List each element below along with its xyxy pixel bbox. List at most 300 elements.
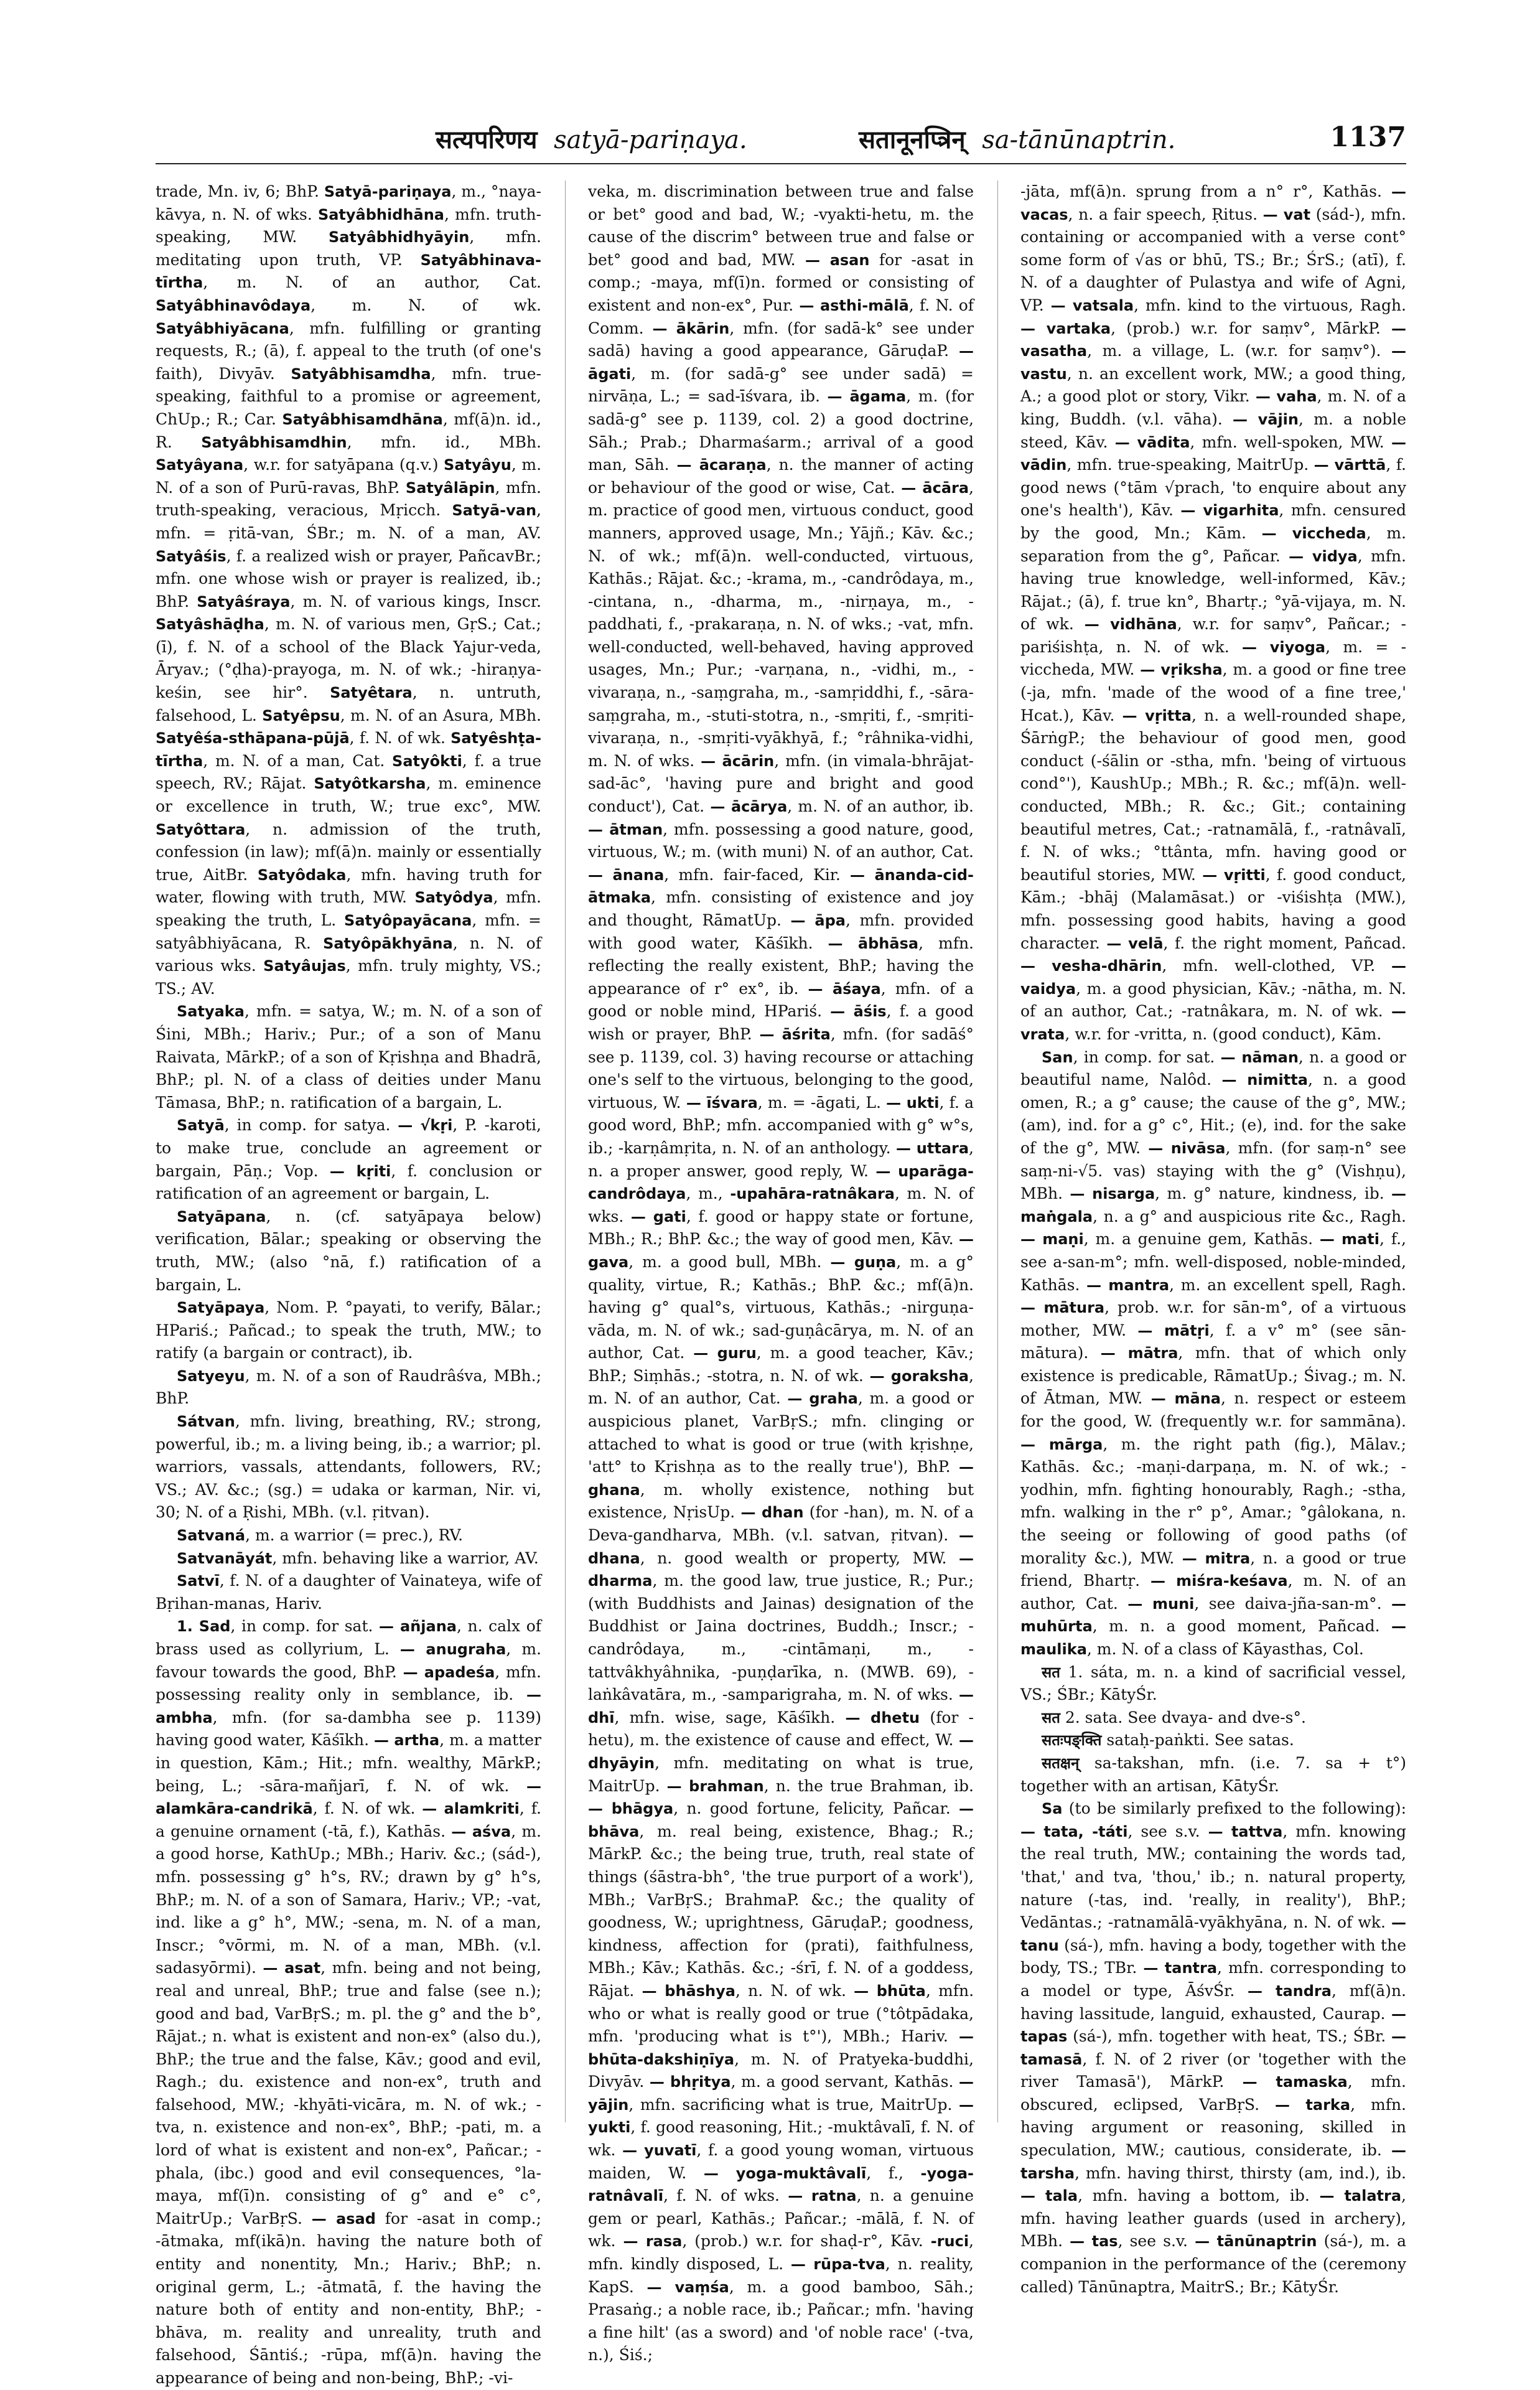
entry-text: , mfn. having a bottom, ib. bbox=[1078, 2186, 1320, 2205]
entry-text: , n. the manner of acting or behaviour of the good or wise, Cat. bbox=[588, 456, 974, 497]
entry-text: , m. = -āgati, L. bbox=[757, 1093, 887, 1112]
entry-text: , m. N. of a son of Purū-ravas, BhP. bbox=[156, 456, 542, 497]
headword: Sa bbox=[1042, 1800, 1063, 1818]
headword: — ānana bbox=[588, 866, 665, 884]
headword: — asat bbox=[263, 1959, 321, 1977]
headword: — rūpa-tva bbox=[790, 2256, 885, 2274]
running-head-right bbox=[859, 121, 1175, 156]
headword: — āpa bbox=[790, 912, 846, 929]
headword: -ruci bbox=[930, 2233, 969, 2251]
headword: — graha bbox=[787, 1390, 858, 1408]
entry-text: , m. N. of wk. bbox=[310, 296, 541, 314]
headword: Satvanāyát bbox=[177, 1549, 273, 1567]
entry-text: , m., bbox=[686, 1184, 730, 1203]
headword: — yājin bbox=[588, 2073, 974, 2114]
entry-text: , m. an excellent spell, Ragh. bbox=[1169, 1275, 1406, 1294]
entry-text: , f. a good wish or prayer, BhP. bbox=[588, 1002, 974, 1043]
headword: Satyâshāḍha bbox=[156, 616, 264, 634]
headword: — tanu bbox=[1020, 1914, 1406, 1954]
entry-text: , mfn. that of which only existence is predicable, RāmatUp.; Śivag.; m. N. of Ātman, MW. bbox=[1020, 1344, 1406, 1408]
headword: — guṇa bbox=[830, 1253, 897, 1271]
column-divider bbox=[565, 180, 566, 2122]
headword: Satyâbhidhāna bbox=[317, 205, 444, 223]
headword: — √kṛi bbox=[398, 1117, 453, 1135]
entry-text: , n. the true Brahman, ib. bbox=[763, 1776, 974, 1795]
headword: Satyôkti bbox=[392, 752, 462, 770]
entry-text: 1. sáta, m. n. a kind of sacrificial vessel, VS.; ŚBr.; KātyŚr. bbox=[1020, 1662, 1406, 1704]
headword: — ratna bbox=[788, 2187, 857, 2205]
dictionary-entry bbox=[1020, 1729, 1406, 1752]
headword: — alamkriti bbox=[422, 1800, 520, 1818]
headword: — māna bbox=[1150, 1390, 1221, 1408]
entry-text: , mfn. behaving like a warrior, AV. bbox=[272, 1549, 539, 1567]
headword: Satyâśis bbox=[156, 547, 226, 565]
entry-text: , m. real being, existence, Bhag.; R.; MārkP. &c.; the being true, truth, real state of things (śāstra-bh°, 'the true purport of a work'), MBh.; VarBṛS.; BrahmaP. &c.; the quality of goodness, W.; uprightness, GāruḍaP.; goodness, kindness, affection for (prati), faithfulness, MBh.; Kāv.; Kathās. &c.; -śrī, f. N. of a goddess, Rājat. bbox=[588, 1822, 974, 2000]
entry-text: , n. a good omen, R.; a g° cause; the cause of the g°, MW.; (am), ind. for a g° c°, Hit.; (e), ind. for the sake of the g°, MW. bbox=[1020, 1071, 1406, 1157]
headword: — nimitta bbox=[1221, 1071, 1308, 1089]
headword: — vādin bbox=[1020, 433, 1406, 474]
entry-text: veka, m. discrimination between true and false or bet° good and bad, W.; -vyakti-hetu, m. the cause of the discrim° between true and false or bet° good and bad, MW. bbox=[588, 182, 974, 269]
entry-text: , f. a good word, BhP.; mfn. accompanied with g° w°s, ib.; -karṇâmṛita, n. N. of an anthology. bbox=[588, 1093, 974, 1157]
dictionary-entry bbox=[1020, 1752, 1406, 1797]
headword: Satyêpsu bbox=[262, 706, 340, 724]
headword: — nisarga bbox=[1070, 1185, 1155, 1203]
headword: — vārttā bbox=[1314, 456, 1386, 474]
entry-text: , mfn. living, breathing, RV.; strong, powerful, ib.; m. a living being, ib.; a warrior; pl. warriors, vassals, attendants, followers, RV.; VS.; AV. &c.; (sg.) = udaka or karman, Nir. vi, 30; N. of a Ṛishi, MBh. (v.l. ṛitvan). bbox=[156, 1412, 541, 1522]
entry-text: , n. respect or esteem for the good, W. (frequently w.r. for sammāna). bbox=[1020, 1389, 1406, 1431]
running-head-left-latin: satyā-pariṇaya. bbox=[554, 126, 747, 154]
entry-text: (for -han), m. N. of a Deva-gandharva, MBh. (v.l. satvan, ṛitvan). bbox=[588, 1503, 974, 1545]
entry-text: , mfn. speaking the truth, L. bbox=[156, 888, 541, 929]
headword: — viyoga bbox=[1242, 638, 1326, 656]
headword: Satyaka bbox=[177, 1003, 245, 1021]
headword: Satyâbhinavôdaya bbox=[156, 296, 311, 314]
headword: — vrata bbox=[1020, 1003, 1406, 1043]
headword: Satvī bbox=[177, 1572, 220, 1590]
headword: Satyôpayācana bbox=[344, 912, 472, 929]
entry-text: -jāta, mf(ā)n. sprung from a n° r°, Kathās. bbox=[1020, 182, 1391, 200]
entry-text: , f. N. of wk. bbox=[312, 1799, 422, 1818]
entry-text: , mfn. true-speaking, MaitrUp. bbox=[1066, 456, 1314, 474]
headword: — tapas bbox=[1020, 2005, 1406, 2046]
entry-text: , mfn. truth-speaking, veracious, Mṛicch. bbox=[156, 478, 541, 520]
headword: Satyêtara bbox=[330, 684, 413, 702]
entry-text: , f. a genuine ornament (-tā, f.), Kathās. bbox=[156, 1799, 542, 1840]
entry-text: , n. good fortune, felicity, Pañcar. bbox=[673, 1799, 959, 1818]
headword: — muni bbox=[1127, 1595, 1195, 1613]
headword: — yukti bbox=[588, 2096, 974, 2137]
entry-text: , (prob.) w.r. for shaḍ-r°, Kāv. bbox=[682, 2232, 931, 2251]
entry-text: , mfn. = ṛitā-van, ŚBr.; m. N. of a man, AV. bbox=[156, 501, 541, 542]
running-head-right-latin: sa-tānūnaptrin. bbox=[982, 126, 1176, 154]
column-middle bbox=[588, 180, 974, 2364]
entry-text: , m. a good bull, MBh. bbox=[628, 1252, 831, 1271]
entry-text: , mfn. reflecting the really existent, BhP.; having the appearance of r° ex°, ib. bbox=[588, 934, 974, 998]
headword: — āśaya bbox=[808, 980, 881, 998]
entry-text: (sá-), m. a companion in the performance of the (ceremony called) Tānūnaptra, MaitrS.; Br.; KātyŚr. bbox=[1020, 2232, 1406, 2296]
entry-text: , (prob.) w.r. for saṃv°, MārkP. bbox=[1111, 319, 1391, 337]
headword: — vaidya bbox=[1020, 957, 1406, 998]
entry-text: , mfn. (for sadā-k° see under sadā) having a good appearance, GāruḍaP. bbox=[588, 319, 974, 360]
headword: Satyâbhisamdha bbox=[291, 365, 431, 383]
entry-text: , f. N. of wk. bbox=[349, 729, 451, 747]
entry-text: , prob. w.r. for sān-m°, of a virtuous mother, MW. bbox=[1020, 1298, 1406, 1339]
headword: — āgati bbox=[588, 342, 974, 383]
headword: Satyôtkarsha bbox=[314, 775, 426, 793]
entry-text: , mfn. well-clothed, VP. bbox=[1162, 957, 1391, 975]
headword: — ānanda-cid-ātmaka bbox=[588, 866, 974, 907]
entry-text: , f. N. of a daughter of Vainateya, wife of Bṛihan-manas, Hariv. bbox=[156, 1572, 541, 1613]
entry-text: , mfn. fulfilling or granting requests, R.; (ā), f. appeal to the truth (of one's faith), Divyāv. bbox=[156, 319, 541, 383]
headword: — bhāva bbox=[588, 1800, 974, 1840]
headword: — vādita bbox=[1114, 433, 1190, 451]
headword: Sátvan bbox=[177, 1413, 235, 1431]
entry-text: , f. the right moment, Pañcad. bbox=[1163, 934, 1406, 952]
entry-text: , m. (for sadā-g° see under sadā) = nirvāṇa, L.; = sad-īśvara, ib. bbox=[588, 364, 974, 406]
headword: Satyâbhidhyāyin bbox=[328, 228, 470, 246]
entry-text: , m. practice of good men, virtuous conduct, good manners, approved usage, Mn.; Yājñ.; Kāv. &c.; N. of wk.; mf(ā)n. well-conducted, virtuous, Kathās.; Rājat. &c.; -krama, m., -candrôdaya, m., -cintana, n., -dharma, m., -nirṇaya, m., -paddhati, f., -prakaraṇa, n. N. of wks.; -vat, mfn. well-conducted, well-behaved, having approved usages, Mn.; Pur.; -varṇana, n., -vidhi, m., -vivaraṇa, n., -saṃgraha, m., -samṛiddhi, f., -sāra-saṃgraha, m., -stuti-stotra, n., -smṛiti, f., -smṛiti-vivaraṇa, n., -smṛiti-vyākhyā, f.; °râhnika-vidhi, m. N. of wks. bbox=[588, 478, 974, 770]
entry-text: , f., see a-san-m°; mfn. well-disposed, noble-minded, Kathās. bbox=[1020, 1230, 1406, 1294]
entry-text: , m. a genuine gem, Kathās. bbox=[1083, 1230, 1320, 1249]
entry-text: , in comp. for sat. bbox=[230, 1617, 380, 1636]
entry-text: , m. a good bamboo, Sāh.; Prasaṅg.; a noble race, ib.; Pañcar.; mfn. 'having a fine hilt' (as a sword) and 'of noble race' (-tva, n.), Śiś.; bbox=[588, 2277, 974, 2364]
entry-text: , mfn. (in vimala-bhrājat-sad-āc°, 'having pure and bright and good conduct'), Cat. bbox=[588, 751, 974, 816]
headword: — vṛitti bbox=[1202, 866, 1266, 884]
headword: — mati bbox=[1319, 1230, 1379, 1249]
headword: — viccheda bbox=[1261, 524, 1366, 542]
headword: — tarka bbox=[1275, 2096, 1351, 2114]
headword: Satyâlāpin bbox=[405, 479, 495, 497]
headword: — āśis bbox=[830, 1003, 887, 1021]
entry-text: , mfn. = satya, W.; m. N. of a son of Śini, MBh.; Hariv.; Pur.; of a son of Manu Raivata, MārkP.; of a son of Kṛishṇa and Bhadrā, BhP.; pl. N. of a class of deities under Manu Tāmasa, BhP.; n. ratification of a bargain, L. bbox=[156, 1002, 541, 1112]
entry-text: , m. g° nature, kindness, ib. bbox=[1155, 1184, 1392, 1203]
entry-text: , m. N. of a son of Raudrâśva, MBh.; BhP. bbox=[156, 1366, 541, 1408]
entry-text: , m. the right path (fig.), Mālav.; Kathās. &c.; -maṇi-darpaṇa, m. N. of wk.; -yodhin, mfn. fighting honourably, Ragh.; -stha, mfn. walking in the r° p°, Amar.; °gâlokana, n. the seeing or following of good paths (of morality &c.), MW. bbox=[1020, 1435, 1406, 1567]
entry-text: , m. separation from the g°, Pañcar. bbox=[1020, 523, 1407, 565]
headword: — gava bbox=[588, 1230, 974, 1271]
headword: — tala bbox=[1020, 2187, 1078, 2205]
headword: — ākārin bbox=[652, 319, 730, 337]
entry-text: , mfn. obscured, eclipsed, VarBṛS. bbox=[1020, 2073, 1406, 2114]
headword: — guru bbox=[693, 1344, 757, 1362]
headword: सत bbox=[1042, 1663, 1060, 1681]
entry-text: , m. the good law, true justice, R.; Pur.; (with Buddhists and Jainas) designation of the Buddhist or Jaina doctrines, Buddh.; Inscr.; -candrôdaya, m., -cintāmaṇi, m., -tattvâkhyâhnika, -puṇḍarīka, n. (MWB. 69), -laṅkâvatāra, m., -samparigraha, m. N. of wks. bbox=[588, 1572, 974, 1704]
headword: Satyâbhiyācana bbox=[156, 319, 289, 337]
entry-text: , mfn. true-speaking, faithful to a promise or agreement, ChUp.; R.; Car. bbox=[156, 364, 541, 428]
dictionary-entry bbox=[156, 1570, 541, 1615]
entry-text: , mfn. well-spoken, MW. bbox=[1190, 433, 1391, 451]
running-head-left bbox=[436, 121, 747, 156]
headword: — tānūnaptrin bbox=[1195, 2233, 1317, 2251]
headword: — kṛiti bbox=[329, 1162, 391, 1180]
headword: — dhan bbox=[740, 1504, 804, 1522]
entry-text: , m. a good horse, KathUp.; MBh.; Hariv. &c.; (sád-), mfn. possessing g° h°s, RV.; drawn by g° h°s, BhP.; m. N. of a son of Samara, Hariv.; VP.; -vat, ind. like a g° h°, MW.; -sena, m. N. of a man, Inscr.; °vōrmi, m. N. of a man, MBh. (v.l. sadasyōrmi). bbox=[156, 1822, 541, 1977]
headword: San bbox=[1042, 1048, 1073, 1066]
headword: — vacas bbox=[1020, 183, 1406, 223]
entry-text: , mfn. fair-faced, Kir. bbox=[664, 865, 850, 884]
headword: — ambha bbox=[156, 1686, 541, 1727]
headword: Satyôpākhyāna bbox=[323, 934, 453, 952]
headword: Satyêśa-sthāpana-pūjā bbox=[156, 729, 350, 747]
headword: — ukti bbox=[886, 1094, 940, 1112]
running-head-right-devanagari: सतानूनप्त्रिन् bbox=[859, 125, 966, 154]
entry-text: , mfn. who or what is really good or true (°tôtpādaka, mfn. 'producing what is t°'), MBh.; Hariv. bbox=[588, 1981, 974, 2046]
dictionary-entry bbox=[156, 1524, 541, 1547]
entry-text: (sá-), mfn. having a body, together with the body, TS.; TBr. bbox=[1020, 1936, 1406, 1977]
headword: — apadeśa bbox=[403, 1663, 495, 1681]
headword: — dhana bbox=[588, 1527, 974, 1567]
entry-text: , see s.v. bbox=[1118, 2232, 1195, 2251]
entry-text: , mfn. (for sadāś° see p. 1139, col. 3) having recourse or attaching one's self to the virtuous, belonging to the good, virtuous, W. bbox=[588, 1024, 974, 1112]
entry-text: , f. a realized wish or prayer, PañcavBr.; mfn. one whose wish or prayer is realized, ib.; BhP. bbox=[156, 546, 541, 611]
headword: — maulika bbox=[1020, 1618, 1406, 1658]
entry-text: , m. N. of wks. bbox=[588, 1184, 974, 1225]
entry-text: , mfn. having leather guards (used in archery), MBh. bbox=[1020, 2186, 1406, 2251]
headword: Satyā-van bbox=[452, 502, 537, 520]
headword: Satyâbhisamdhāna bbox=[282, 410, 443, 428]
entry-text: , n. a good or beautiful name, Nalôd. bbox=[1020, 1047, 1406, 1089]
dictionary-entry bbox=[1020, 1661, 1406, 1707]
entry-text: sataḥ-paṅkti. See satas. bbox=[1101, 1731, 1294, 1750]
headword: — mitra bbox=[1182, 1549, 1251, 1567]
entry-text: , mfn. corresponding to a model or type, ĀśvŚr. bbox=[1020, 1959, 1406, 2000]
headword: — tata, -táti bbox=[1020, 1822, 1128, 1840]
headword: — ācārya bbox=[710, 798, 788, 816]
dictionary-entry bbox=[588, 180, 974, 2367]
headword: — āśrita bbox=[759, 1025, 831, 1043]
entry-text: , m. a good or fine tree (-ja, mfn. 'made of the wood of a fine tree,' Hcat.), Kāv. bbox=[1020, 660, 1406, 724]
headword: — bhūta-dakshiṇīya bbox=[588, 2028, 974, 2068]
entry-text: , m. a matter in question, Kām.; Hit.; mfn. wealthy, MārkP.; being, L.; -sāra-mañjarī, f. N. of wk. bbox=[156, 1731, 542, 1795]
headword: — dhī bbox=[588, 1686, 974, 1727]
entry-text: , mfn. wise, sage, Kāśīkh. bbox=[614, 1708, 846, 1727]
headword: — uttara bbox=[895, 1139, 969, 1157]
entry-text: , n. an excellent work, MW.; a good thing, A.; a good plot or story, Vikr. bbox=[1020, 364, 1406, 406]
entry-text: , f. good or happy state or fortune, MBh.; R.; BhP. &c.; the way of good men, Kāv. bbox=[588, 1207, 974, 1249]
entry-text: , mfn. having argument or reasoning, skilled in speculation, MW.; cautious, considerate, ib. bbox=[1020, 2095, 1406, 2160]
entry-text: , w.r. for saṃv°, Pañcar.; -pariśishṭa, n. N. of wk. bbox=[1020, 615, 1406, 656]
entry-text: , m. N. of an Asura, MBh. bbox=[340, 706, 541, 724]
headword: — tantra bbox=[1143, 1959, 1218, 1977]
headword: — gati bbox=[630, 1207, 686, 1225]
dictionary-entry bbox=[1020, 1707, 1406, 1730]
entry-text: , mfn. possessing reality only in semblance, ib. bbox=[156, 1662, 541, 1704]
dictionary-entry bbox=[156, 1114, 541, 1205]
entry-text: , mfn. truly mighty, VS.; TS.; AV. bbox=[156, 957, 541, 998]
entry-text: , w.r. for -vritta, n. (good conduct), Kām. bbox=[1065, 1024, 1382, 1043]
headword: — anugraha bbox=[399, 1641, 506, 1658]
headword: — yoga-muktâvalī bbox=[703, 2164, 867, 2182]
headword: — vesha-dhārin bbox=[1020, 957, 1162, 975]
headword: — brahman bbox=[666, 1777, 764, 1795]
entry-text: , n. a good or true friend, Bhartṛ. bbox=[1020, 1549, 1407, 1590]
headword: सत bbox=[1042, 1708, 1060, 1727]
entry-text: , f. good conduct, Kām.; -bhāj (Malamāsat.) or -viśishṭa (MW.), mfn. possessing good habits, having a good character. bbox=[1020, 865, 1406, 952]
entry-text: , f. N. of wks. bbox=[663, 2186, 788, 2205]
headword: Satyôdya bbox=[414, 889, 493, 907]
entry-text: , mf(ā)n. having lassitude, languid, exhausted, Caurap. bbox=[1020, 1981, 1406, 2023]
entry-text: , mfn. consisting of existence and joy and thought, RāmatUp. bbox=[588, 888, 974, 929]
entry-text: (for -hetu), m. the existence of cause and effect, W. bbox=[588, 1708, 974, 1750]
column-left bbox=[156, 180, 542, 2387]
dictionary-entry bbox=[156, 1615, 541, 2389]
headword: — asthi-mālā bbox=[799, 296, 909, 314]
headword: — bhūta bbox=[854, 1982, 926, 2000]
headword: — miśra-keśava bbox=[1150, 1572, 1288, 1590]
entry-text: , m. N. of an author, ib. bbox=[787, 797, 974, 816]
headword: Satvaná bbox=[177, 1527, 246, 1545]
entry-text: , n. reality, KapS. bbox=[588, 2255, 974, 2296]
entry-text: , mfn. (for saṃ-n° see saṃ-ni-√5. vas) staying with the g° (Vishṇu), MBh. bbox=[1020, 1138, 1406, 1203]
headword: — vat bbox=[1262, 205, 1311, 223]
entry-text: , mf(ā)n. id., R. bbox=[156, 410, 542, 451]
running-head-left-devanagari: सत्यपरिणय bbox=[436, 125, 538, 154]
headword: — mārga bbox=[1020, 1435, 1103, 1453]
entry-text: , m. N. of a man, Cat. bbox=[203, 751, 393, 770]
headword: — nāman bbox=[1220, 1048, 1299, 1066]
headword: — mantra bbox=[1086, 1276, 1170, 1294]
entry-text: , m. a village, L. (w.r. for saṃv°). bbox=[1087, 342, 1391, 360]
entry-text: , f. good news (°tām √prach, 'to enquire about any one's health'), Kāv. bbox=[1020, 456, 1407, 520]
entry-text: , n. a genuine gem or pearl, Kathās.; Pañcar.; -mālā, f. N. of wk. bbox=[588, 2186, 974, 2251]
dictionary-entry bbox=[1020, 180, 1406, 1046]
headword: — bhāshya bbox=[642, 1982, 735, 2000]
dictionary-entry bbox=[156, 1365, 541, 1410]
headword: Satyâyana bbox=[156, 456, 244, 474]
headword: Satyôttara bbox=[156, 820, 246, 838]
headword: — muhūrta bbox=[1020, 1595, 1406, 1636]
column-right bbox=[1020, 180, 1407, 2296]
entry-text: , m., °naya-kāvya, n. N. of wks. bbox=[156, 182, 541, 223]
entry-text: , mfn. = satyâbhiyācana, R. bbox=[156, 911, 541, 952]
entry-text: , n. N. of wk. bbox=[735, 1981, 854, 2000]
entry-text: , f. a good young woman, virtuous maiden, W. bbox=[588, 2141, 974, 2182]
headword: — bhṛitya bbox=[649, 2073, 731, 2091]
headword: — tarsha bbox=[1020, 2142, 1406, 2182]
headword: Satyêshṭa-tīrtha bbox=[156, 729, 541, 770]
entry-text: , mfn. truth-speaking, MW. bbox=[156, 205, 541, 246]
dictionary-entry bbox=[1020, 1797, 1406, 2299]
headword: — ācaraṇa bbox=[676, 456, 767, 474]
headword: Satyāpana bbox=[177, 1207, 266, 1225]
entry-text: , w.r. for satyāpana (q.v.) bbox=[243, 456, 444, 474]
headword: — mātṛi bbox=[1137, 1321, 1210, 1339]
entry-text: , f. a v° m° (see sān-mātura). bbox=[1020, 1321, 1407, 1362]
headword: — vigarhita bbox=[1180, 502, 1279, 520]
headword: — vidhāna bbox=[1084, 616, 1177, 634]
headword: -yoga-ratnâvalī bbox=[588, 2164, 974, 2205]
entry-text: , mfn. kindly disposed, L. bbox=[588, 2232, 974, 2274]
entry-text: , m. favour towards the good, BhP. bbox=[156, 1640, 541, 1681]
entry-text: , m. N. of an author, Cat. bbox=[203, 273, 541, 292]
entry-text: , m. n. a good moment, Pañcad. bbox=[1092, 1617, 1391, 1636]
headword: — añjana bbox=[379, 1618, 457, 1636]
entry-text: , mfn. sacrificing what is true, MaitrUp. bbox=[628, 2095, 959, 2114]
headword: — ācārin bbox=[701, 752, 775, 770]
dictionary-entry bbox=[1020, 1046, 1406, 1661]
headword: Satyâbhisamdhin bbox=[201, 433, 347, 451]
entry-text: , m. N. of various kings, Inscr. bbox=[290, 592, 542, 611]
entry-text: , mfn. (for sa-dambha see p. 1139) having good water, Kāśīkh. bbox=[156, 1708, 541, 1750]
entry-text: , mfn. censured by the good, Mn.; Kām. bbox=[1020, 501, 1406, 542]
entry-text: , in comp. for sat. bbox=[1073, 1047, 1221, 1066]
entry-text: , m. wholly existence, nothing but existence, NṛisUp. bbox=[588, 1480, 974, 1522]
headword: — aśva bbox=[451, 1822, 511, 1840]
entry-text: , f. good reasoning, Hit.; -muktâvalī, f. N. of wk. bbox=[588, 2118, 974, 2160]
headword: — talatra bbox=[1319, 2187, 1402, 2205]
entry-text: , n. admission of the truth, confession (in law); mf(ā)n. mainly or essentially true, AitBr. bbox=[156, 820, 541, 884]
headword: — uparāga-candrôdaya bbox=[588, 1162, 974, 1203]
headword: — tamasā bbox=[1020, 2028, 1406, 2068]
headword: Satyôdaka bbox=[257, 866, 347, 884]
entry-text: , mfn. knowing the real truth, MW.; containing the words tad, 'that,' and tva, 'thou,' ib.; n. natural property, nature (-tas, ind. 'really, in reality'), BhP.; Vedāntas.; -ratnamālā-vyākhyāna, n. N. of wk. bbox=[1020, 1822, 1407, 1932]
headword: — tattva bbox=[1208, 1822, 1283, 1840]
dictionary-entry bbox=[156, 1296, 541, 1365]
entry-text: , f. N. of 2 river (or 'together with the river Tamasā'), MārkP. bbox=[1020, 2050, 1406, 2091]
entry-text: , n. a g° and auspicious rite &c., Ragh. bbox=[1093, 1207, 1406, 1225]
headword: — vastu bbox=[1020, 342, 1406, 383]
entry-text: 2. sata. See dvaya- and dve-s°. bbox=[1060, 1708, 1306, 1727]
entry-text: , mfn. having truth for water, flowing with truth, MW. bbox=[156, 865, 541, 907]
entry-text: , m. a good physician, Kāv.; -nātha, m. N. of an author, Cat.; -ratnâkara, m. N. of wk. bbox=[1020, 979, 1406, 1021]
headword: सतक्षन् bbox=[1042, 1754, 1080, 1772]
entry-text: , mfn. possessing a good nature, good, virtuous, W.; m. (with muni) N. of an author, Cat. bbox=[588, 820, 974, 861]
entry-text: for -asat in comp.; -maya, mf(ī)n. formed or consisting of existent and non-ex°, Pur. bbox=[588, 250, 974, 314]
headword: — ābhāsa bbox=[828, 934, 919, 952]
entry-text: , m. N. of an author, Cat. bbox=[1020, 1572, 1407, 1613]
headword: — vṛiksha bbox=[1140, 661, 1223, 679]
headword: सतःपङ्क्ति bbox=[1042, 1732, 1102, 1750]
entry-text: , n. (cf. satyāpaya below) verification, Bālar.; speaking or observing the truth, MW.; (also °nā, f.) ratification of a bargain, L. bbox=[156, 1207, 541, 1294]
entry-text: , in comp. for satya. bbox=[224, 1116, 398, 1135]
dictionary-entry bbox=[156, 1000, 541, 1114]
headword: — tandra bbox=[1247, 1982, 1332, 2000]
headword: — maṅgala bbox=[1020, 1185, 1407, 1225]
headword: — ātman bbox=[588, 820, 663, 838]
headword: Satyā-pariṇaya bbox=[324, 183, 452, 200]
headword: — vartaka bbox=[1020, 319, 1111, 337]
entry-text: , mfn. having true knowledge, well-informed, Kāv.; Rājat.; (ā), f. true kn°, Bhartṛ.; °yā-vijaya, m. N. of wk. bbox=[1020, 546, 1406, 634]
dictionary-entry bbox=[156, 1410, 541, 1524]
entry-text: (sá-), mfn. together with heat, TS.; ŚBr. bbox=[1067, 2027, 1391, 2046]
entry-text: , m. N. of a class of Kāyasthas, Col. bbox=[1086, 1640, 1364, 1658]
dictionary-entry bbox=[156, 1547, 541, 1570]
headword: — velā bbox=[1106, 934, 1164, 952]
entry-text: , mfn. id., MBh. bbox=[347, 433, 541, 451]
headword: Satyâbhinava-tīrtha bbox=[156, 251, 541, 292]
entry-text: , m. a warrior (= prec.), RV. bbox=[245, 1526, 464, 1545]
entry-text: , mfn. having thirst, thirsty (am, ind.), ib. bbox=[1075, 2163, 1406, 2182]
headword: — āgama bbox=[827, 388, 907, 406]
entry-text: trade, Mn. iv, 6; BhP. bbox=[156, 182, 324, 200]
entry-text: , m. = -viccheda, MW. bbox=[1020, 637, 1407, 679]
headword: — tamaska bbox=[1242, 2073, 1348, 2091]
headword: -upahāra-ratnâkara bbox=[730, 1185, 895, 1203]
entry-text: , m. a good servant, Kathās. bbox=[730, 2073, 959, 2091]
headword: — īśvara bbox=[686, 1094, 758, 1112]
headword: 1. Sad bbox=[177, 1618, 231, 1636]
headword: — ācāra bbox=[901, 479, 969, 497]
headword: — vidya bbox=[1289, 547, 1358, 565]
headword: — vatsala bbox=[1050, 296, 1134, 314]
headword: — alamkāra-candrikā bbox=[156, 1777, 541, 1818]
entry-text: , m. (for sadā-g° see p. 1139, col. 2) a good doctrine, Sāh.; Prab.; Dharmaśarm.; arrival of a good man, Sāh. bbox=[588, 387, 974, 474]
headword: — vaṃśa bbox=[646, 2278, 729, 2296]
dictionary-entry bbox=[156, 1206, 541, 1296]
headword: Satyeyu bbox=[177, 1367, 245, 1385]
page-number: 1137 bbox=[1330, 121, 1406, 153]
headword: — dhyāyin bbox=[588, 1732, 974, 1772]
